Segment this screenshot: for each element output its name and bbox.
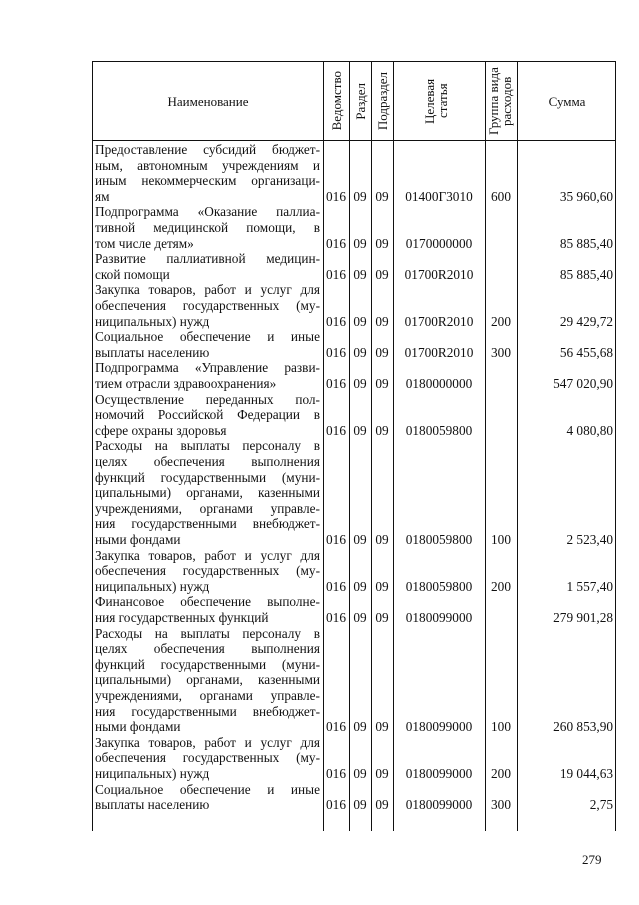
cell-celevaya-statya: 0180099000	[405, 766, 473, 781]
cell-podrazdel: 09	[375, 235, 389, 251]
cell-vedomstvo: 016	[326, 797, 346, 813]
cell-gruppa-vida-rashodov: 300	[491, 344, 511, 360]
cell-naimenovanie	[95, 204, 320, 251]
cell-razdel: 09	[353, 609, 367, 625]
table-row	[93, 438, 617, 547]
cell-celevaya-statya: 01700R2010	[404, 344, 474, 360]
cell-celevaya-statya: 0180000000	[405, 375, 473, 391]
cell-razdel: 09	[353, 797, 367, 813]
cell-razdel: 09	[353, 766, 367, 781]
name-line: ской помощи	[95, 266, 170, 282]
cell-podrazdel: 09	[375, 609, 389, 625]
cell-razdel: 09	[353, 266, 367, 282]
name-line: учреждениями, органами управле-	[95, 687, 320, 703]
cell-naimenovanie	[95, 782, 320, 813]
header-podrazdel	[371, 62, 393, 140]
cell-naimenovanie	[95, 626, 320, 735]
name-line: ниципальных) нужд	[95, 313, 210, 329]
cell-vedomstvo: 016	[326, 422, 346, 438]
cell-celevaya-statya: 01700R2010	[404, 313, 474, 329]
table-row	[93, 251, 617, 282]
cell-summa: 2 523,40	[566, 531, 613, 547]
name-line: Закупка товаров, работ и услуг для	[95, 734, 320, 750]
cell-naimenovanie	[95, 735, 320, 782]
name-line: выплаты населению	[95, 797, 210, 813]
name-line: ям	[95, 188, 110, 204]
cell-vedomstvo: 016	[326, 266, 346, 282]
name-line: выплаты населению	[95, 344, 210, 360]
cell-podrazdel: 09	[375, 422, 389, 438]
header-summa	[517, 62, 617, 140]
name-line: Развитие паллиативной медицин-	[95, 251, 320, 267]
name-line: целях обеспечения выполнения	[95, 641, 320, 657]
cell-naimenovanie	[95, 282, 320, 329]
name-line: ния государственными внебюджет-	[95, 516, 320, 532]
header-name	[93, 62, 323, 140]
table-row	[93, 329, 617, 360]
cell-podrazdel: 09	[375, 531, 389, 547]
cell-podrazdel: 09	[375, 266, 389, 282]
name-line: иным некоммерческим организаци-	[95, 173, 320, 189]
header-podrazdel-text: Подраздел	[374, 71, 390, 131]
cell-vedomstvo: 016	[326, 719, 346, 735]
cell-summa: 4 080,80	[566, 422, 613, 438]
cell-razdel: 09	[353, 578, 367, 594]
header-razdel-text: Раздел	[352, 82, 368, 120]
name-line: ципальными) органами, казенными	[95, 672, 320, 688]
name-line: ными фондами	[95, 719, 181, 735]
cell-podrazdel: 09	[375, 313, 389, 329]
cell-celevaya-statya: 0180099000	[405, 797, 473, 813]
cell-celevaya-statya: 01400Г3010	[405, 188, 473, 204]
name-line: Финансовое обеспечение выполне-	[95, 594, 320, 610]
table-row	[93, 360, 617, 391]
cell-celevaya-statya: 01700R2010	[404, 266, 474, 282]
cell-razdel: 09	[353, 313, 367, 329]
table-row	[93, 735, 617, 782]
cell-vedomstvo: 016	[326, 375, 346, 391]
cell-summa: 2,75	[589, 797, 613, 813]
name-line: Социальное обеспечение и иные	[95, 329, 320, 345]
cell-vedomstvo: 016	[326, 188, 346, 204]
header-ved	[323, 62, 349, 140]
name-line: ными фондами	[95, 531, 181, 547]
name-line: ния государственных функций	[95, 609, 269, 625]
header-summa-text: Сумма	[548, 93, 586, 109]
cell-razdel: 09	[353, 422, 367, 438]
header-divider	[93, 140, 615, 141]
header-gruppa-text: Группа вида расходов	[486, 67, 514, 135]
cell-podrazdel: 09	[375, 719, 389, 735]
cell-razdel: 09	[353, 235, 367, 251]
cell-gruppa-vida-rashodov: 300	[491, 797, 511, 813]
cell-naimenovanie	[95, 594, 320, 625]
cell-vedomstvo: 016	[326, 531, 346, 547]
header-razdel	[349, 62, 371, 140]
name-line: обеспечения государственных (му-	[95, 563, 320, 579]
cell-gruppa-vida-rashodov: 600	[491, 188, 511, 204]
name-line: ниципальных) нужд	[95, 578, 210, 594]
cell-gruppa-vida-rashodov: 200	[491, 313, 511, 329]
cell-celevaya-statya: 0180099000	[405, 609, 473, 625]
cell-naimenovanie	[95, 142, 320, 204]
cell-summa: 1 557,40	[566, 578, 613, 594]
table-row	[93, 782, 617, 813]
cell-celevaya-statya: 0180059800	[405, 422, 473, 438]
budget-table	[92, 61, 616, 831]
name-line: Социальное обеспечение и иные	[95, 781, 320, 797]
name-line: ным, автономным учреждениям и	[95, 157, 320, 173]
table-row	[93, 594, 617, 625]
cell-naimenovanie	[95, 548, 320, 595]
cell-naimenovanie	[95, 360, 320, 391]
name-line: Закупка товаров, работ и услуг для	[95, 547, 320, 563]
name-line: Закупка товаров, работ и услуг для	[95, 282, 320, 298]
cell-summa: 56 455,68	[559, 344, 613, 360]
table-row	[93, 142, 617, 204]
cell-summa: 19 044,63	[559, 766, 613, 781]
name-line: Предоставление субсидий бюджет-	[95, 142, 320, 157]
name-line: тием отрасли здравоохранения»	[95, 375, 277, 391]
cell-gruppa-vida-rashodov: 200	[491, 578, 511, 594]
name-line: обеспечения государственных (му-	[95, 750, 320, 766]
cell-razdel: 09	[353, 188, 367, 204]
cell-gruppa-vida-rashodov: 200	[491, 766, 511, 781]
header-ved-text: Ведомство	[328, 71, 344, 131]
cell-summa: 279 901,28	[553, 609, 613, 625]
name-line: ния государственными внебюджет-	[95, 703, 320, 719]
name-line: Расходы на выплаты персоналу в	[95, 625, 320, 641]
cell-podrazdel: 09	[375, 797, 389, 813]
cell-podrazdel: 09	[375, 578, 389, 594]
cell-naimenovanie	[95, 392, 320, 439]
cell-gruppa-vida-rashodov: 100	[491, 531, 511, 547]
table-row	[93, 282, 617, 329]
name-line: Расходы на выплаты персоналу в	[95, 438, 320, 454]
cell-naimenovanie	[95, 251, 320, 282]
cell-celevaya-statya: 0180059800	[405, 578, 473, 594]
cell-vedomstvo: 016	[326, 766, 346, 781]
cell-vedomstvo: 016	[326, 313, 346, 329]
cell-gruppa-vida-rashodov: 100	[491, 719, 511, 735]
cell-summa: 547 020,90	[553, 375, 613, 391]
cell-naimenovanie	[95, 329, 320, 360]
cell-celevaya-statya: 0180059800	[405, 531, 473, 547]
cell-summa: 85 885,40	[559, 235, 613, 251]
name-line: учреждениями, органами управле-	[95, 500, 320, 516]
name-line: Осуществление переданных пол-	[95, 391, 320, 407]
name-line: ципальными) органами, казенными	[95, 485, 320, 501]
name-line: тивной медицинской помощи, в	[95, 219, 320, 235]
cell-summa: 29 429,72	[559, 313, 613, 329]
cell-podrazdel: 09	[375, 375, 389, 391]
page-number: 279	[582, 852, 602, 867]
cell-podrazdel: 09	[375, 766, 389, 781]
name-line: том числе детям»	[95, 235, 194, 251]
name-line: номочий Российской Федерации в	[95, 407, 320, 423]
cell-summa: 85 885,40	[559, 266, 613, 282]
cell-razdel: 09	[353, 344, 367, 360]
name-line: обеспечения государственных (му-	[95, 297, 320, 313]
cell-summa: 260 853,90	[553, 719, 613, 735]
name-line: целях обеспечения выполнения	[95, 453, 320, 469]
cell-vedomstvo: 016	[326, 344, 346, 360]
cell-summa: 35 960,60	[559, 188, 613, 204]
cell-celevaya-statya: 0180099000	[405, 719, 473, 735]
table-row	[93, 548, 617, 595]
header-name-text: Наименование	[167, 93, 249, 109]
cell-razdel: 09	[353, 375, 367, 391]
name-line: сфере охраны здоровья	[95, 422, 227, 438]
table-row	[93, 204, 617, 251]
cell-razdel: 09	[353, 719, 367, 735]
table-row	[93, 392, 617, 439]
header-celevaya	[393, 62, 485, 140]
table-row	[93, 626, 617, 735]
name-line: функций государственными (муни-	[95, 656, 320, 672]
cell-razdel: 09	[353, 531, 367, 547]
cell-podrazdel: 09	[375, 188, 389, 204]
cell-vedomstvo: 016	[326, 578, 346, 594]
cell-vedomstvo: 016	[326, 609, 346, 625]
name-line: ниципальных) нужд	[95, 765, 210, 781]
name-line: Подпрограмма «Оказание паллиа-	[95, 204, 320, 220]
header-gruppa	[485, 62, 517, 140]
cell-celevaya-statya: 0170000000	[405, 235, 473, 251]
cell-podrazdel: 09	[375, 344, 389, 360]
name-line: Подпрограмма «Управление разви-	[95, 360, 320, 376]
cell-naimenovanie	[95, 438, 320, 547]
name-line: функций государственными (муни-	[95, 469, 320, 485]
cell-vedomstvo: 016	[326, 235, 346, 251]
header-celevaya-text: Целевая статья	[422, 78, 450, 124]
